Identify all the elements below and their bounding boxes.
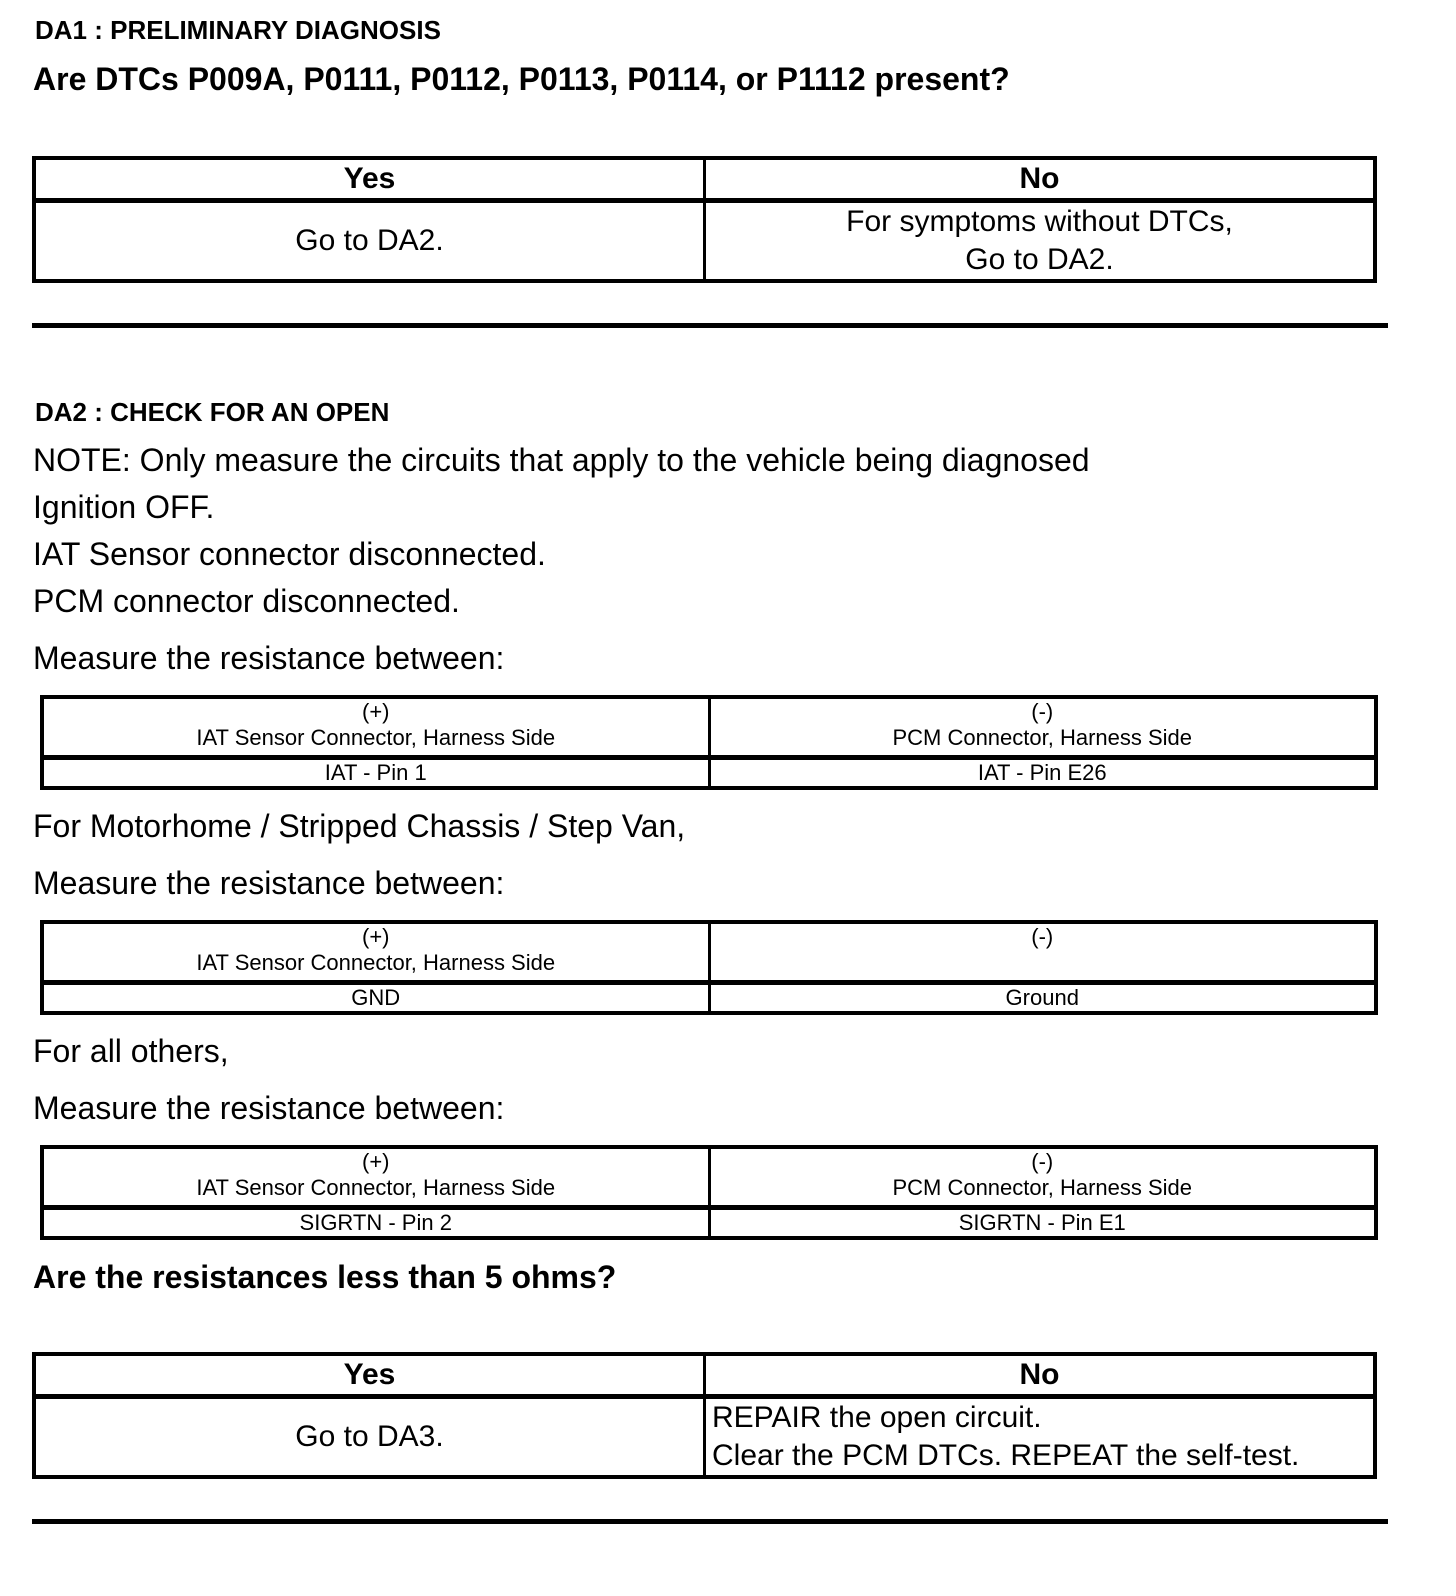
- instruction-ignition: Ignition OFF.: [33, 489, 215, 525]
- no-action: REPAIR the open circuit. Clear the PCM DTCs. REPEAT the self-test.: [705, 1397, 1376, 1478]
- minus-value: IAT - Pin E26: [709, 758, 1376, 789]
- da2-yes-no-table: [32, 1352, 1377, 1479]
- plus-header: (+) IAT Sensor Connector, Harness Side: [42, 922, 709, 983]
- da1-yes-no-table: [32, 156, 1377, 283]
- plus-header: (+) IAT Sensor Connector, Harness Side: [42, 1147, 709, 1208]
- yes-header: Yes: [34, 1354, 705, 1397]
- minus-value: SIGRTN - Pin E1: [709, 1208, 1376, 1239]
- plus-value: GND: [42, 983, 709, 1014]
- instruction-pcm-disconnect: PCM connector disconnected.: [33, 583, 460, 619]
- section-divider: [32, 323, 1388, 328]
- minus-value: Ground: [709, 983, 1376, 1014]
- plus-value: SIGRTN - Pin 2: [42, 1208, 709, 1239]
- plus-header: (+) IAT Sensor Connector, Harness Side: [42, 697, 709, 758]
- measure-label: Measure the resistance between:: [33, 640, 505, 676]
- measurement-table-1: [40, 695, 1378, 790]
- minus-header: (-): [709, 922, 1376, 983]
- da1-section-title: DA1 : PRELIMINARY DIAGNOSIS: [35, 15, 441, 45]
- all-others-intro: For all others,: [33, 1033, 229, 1069]
- motorhome-intro: For Motorhome / Stripped Chassis / Step Van,: [33, 808, 686, 844]
- no-header: No: [705, 1354, 1376, 1397]
- no-action: For symptoms without DTCs, Go to DA2.: [705, 201, 1376, 282]
- measure-label: Measure the resistance between:: [33, 865, 505, 901]
- measure-label: Measure the resistance between:: [33, 1090, 505, 1126]
- minus-header: (-) PCM Connector, Harness Side: [709, 1147, 1376, 1208]
- no-header: No: [705, 158, 1376, 201]
- measurement-table-2: [40, 920, 1378, 1015]
- yes-action: Go to DA2.: [34, 201, 705, 282]
- plus-value: IAT - Pin 1: [42, 758, 709, 789]
- measurement-table-3: [40, 1145, 1378, 1240]
- minus-header: (-) PCM Connector, Harness Side: [709, 697, 1376, 758]
- da1-question: Are DTCs P009A, P0111, P0112, P0113, P0114, or P1112 present?: [33, 61, 1010, 97]
- da2-section-title: DA2 : CHECK FOR AN OPEN: [35, 397, 390, 427]
- yes-header: Yes: [34, 158, 705, 201]
- note-text: NOTE: Only measure the circuits that apply to the vehicle being diagnosed: [33, 442, 1090, 478]
- instruction-iat-disconnect: IAT Sensor connector disconnected.: [33, 536, 546, 572]
- yes-action: Go to DA3.: [34, 1397, 705, 1478]
- da2-question: Are the resistances less than 5 ohms?: [33, 1259, 617, 1295]
- section-divider: [32, 1519, 1388, 1524]
